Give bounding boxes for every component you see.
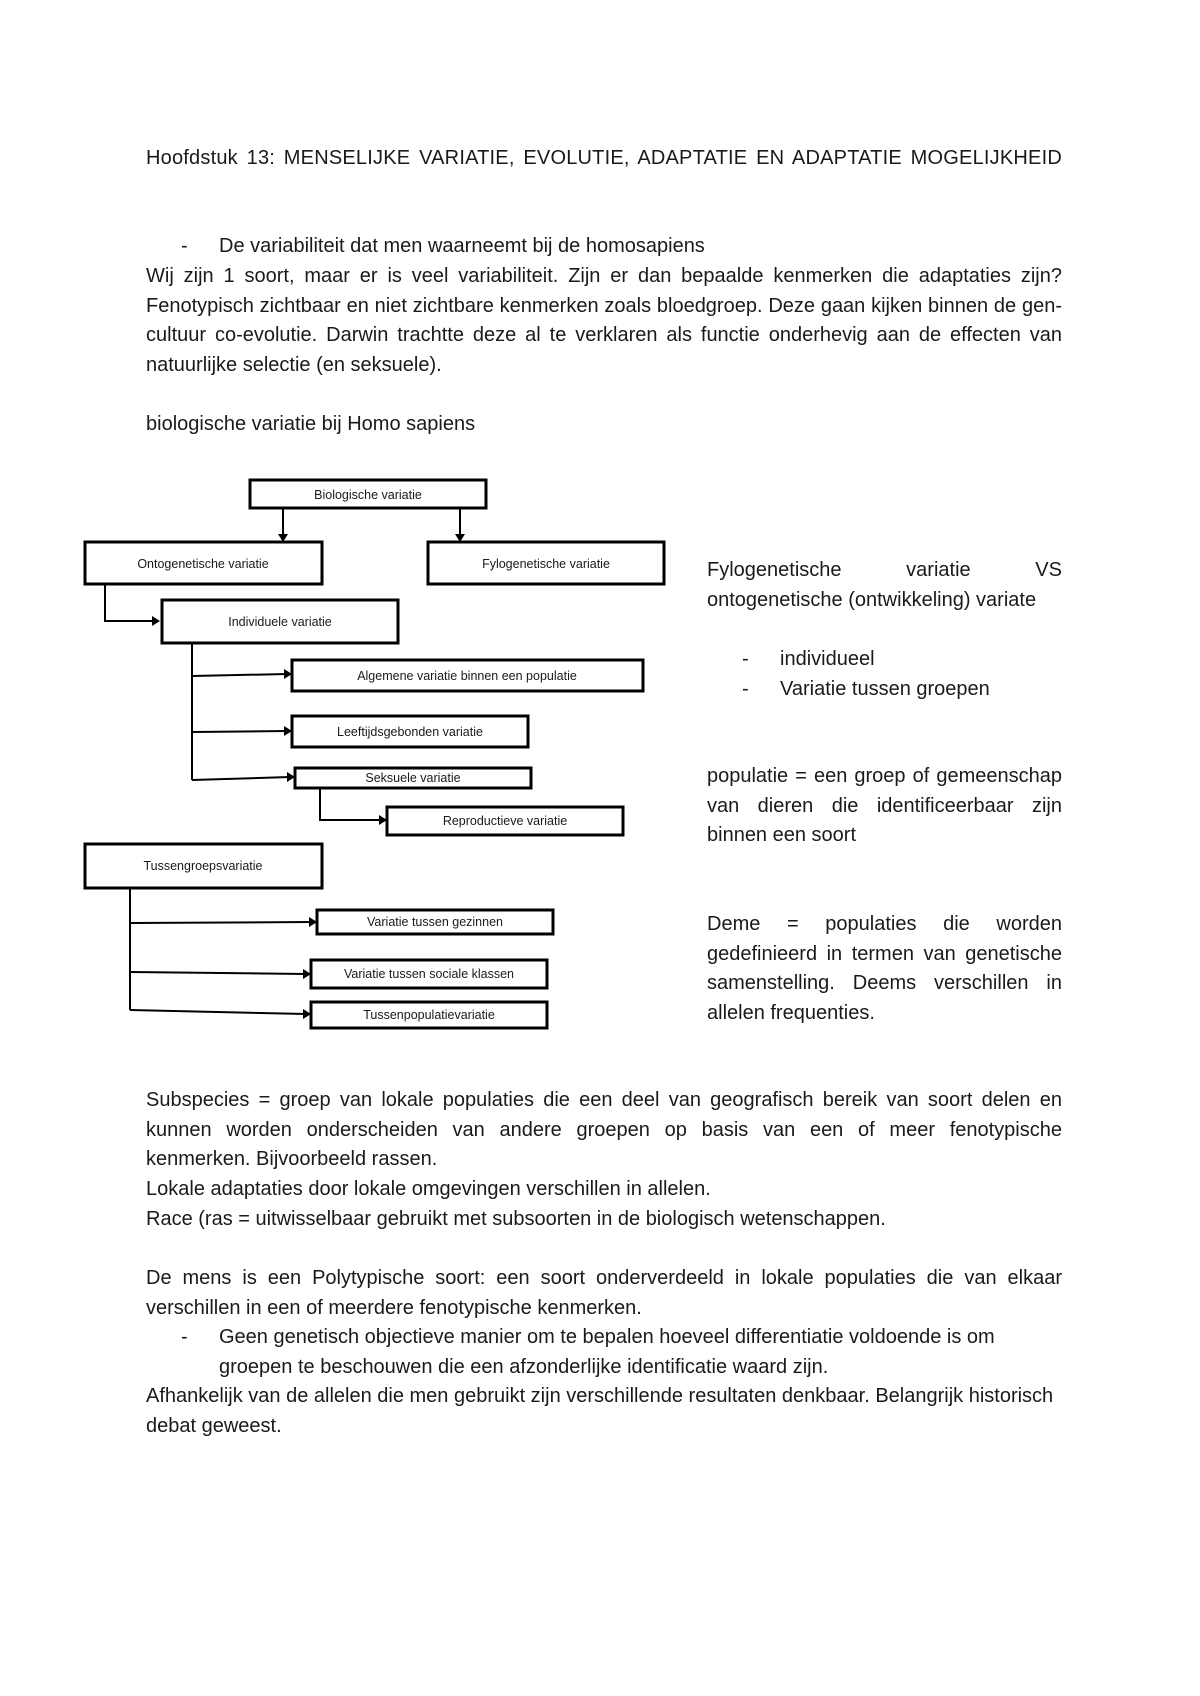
box-onto: [85, 542, 322, 584]
box-leeftijd: [292, 716, 528, 747]
polytypisch-bullet-text: Geen genetisch objectieve manier om te bepalen hoeveel differentiatie voldoende is om groepen te beschouwen die een afzonderlijke identificatie waard zijn.: [219, 1326, 995, 1378]
box-klassen-label: Variatie tussen sociale klassen: [344, 967, 514, 981]
local-adaptations: Lokale adaptaties door lokale omgevingen verschillen in allelen.: [146, 1178, 711, 1200]
box-individueel-label: Individuele variatie: [228, 615, 332, 629]
note-populatie: populatie = een groep of gemeenschap van dieren die identificeerbaar zijn binnen een soort: [707, 765, 1062, 846]
box-klassen: [311, 960, 547, 988]
box-seksueel: [295, 768, 531, 788]
connector-populatie: [130, 1010, 306, 1014]
intro-bullet-text: De variabiliteit dat men waarneemt bij de homosapiens: [219, 235, 705, 257]
note-deme: Deme = populaties die worden gedefinieerd in termen van genetische samenstelling. Deems verschillen in allelen frequenties.: [707, 913, 1062, 1024]
note-fylo-vs-onto: Fylogenetische variatie VS ontogenetische (ontwikkeling) variate: [707, 559, 1062, 611]
box-populatie: [311, 1002, 547, 1028]
box-algemeen-label: Algemene variatie binnen een populatie: [357, 669, 577, 683]
box-seksueel-label: Seksuele variatie: [365, 771, 461, 785]
connector-seksueel-reproductief: [320, 788, 382, 820]
bullet-dash: -: [742, 648, 749, 670]
box-gezinnen: [317, 910, 553, 934]
variation-diagram: [80, 478, 670, 1038]
box-fylo: [428, 542, 664, 584]
box-populatie-label: Tussenpopulatievariatie: [363, 1008, 495, 1022]
note-bullet-1-text: individueel: [780, 648, 875, 670]
box-tussengroep-label: Tussengroepsvariatie: [143, 859, 263, 873]
box-fylo-label: Fylogenetische variatie: [482, 557, 610, 571]
connector-gezinnen: [130, 922, 312, 923]
section-title: biologische variatie bij Homo sapiens: [146, 413, 476, 435]
subspecies-definition: Subspecies = groep van lokale populaties die een deel van geografisch bereik van soort delen en kunnen worden onderscheiden van andere groepen op basis van een of meer fenotypische kenmerken. Bijvoorbeeld rassen.: [146, 1089, 1062, 1170]
box-onto-label: Ontogenetische variatie: [137, 557, 269, 571]
bullet-dash: -: [181, 1326, 188, 1348]
connector-klassen: [130, 972, 306, 974]
bullet-dash: -: [181, 235, 188, 257]
box-algemeen: [292, 660, 643, 691]
box-reproductief: [387, 807, 623, 835]
polytypisch-paragraph: De mens is een Polytypische soort: een soort onderverdeeld in lokale populaties die van elkaar verschillen in een of meerdere fenotypische kenmerken.: [146, 1267, 1062, 1319]
connector-algemeen: [192, 674, 287, 676]
box-tussengroep: [85, 844, 322, 888]
intro-paragraph: Wij zijn 1 soort, maar er is veel variabiliteit. Zijn er dan bepaalde kenmerken die adaptaties zijn? Fenotypisch zichtbaar en niet zichtbare kenmerken zoals bloedgroep. Deze gaan kijken binnen de gen-cultuur co-evolutie. Darwin trachtte deze al te verklaren als functie onderhevig aan de effecten van natuurlijke selectie (en seksuele).: [146, 265, 1062, 376]
arrow-head: [152, 616, 160, 626]
closing-paragraph: Afhankelijk van de allelen die men gebruikt zijn verschillende resultaten denkbaar. Belangrijk historisch debat geweest.: [146, 1385, 1054, 1437]
box-reproductief-label: Reproductieve variatie: [442, 814, 568, 828]
note-bullet-2-text: Variatie tussen groepen: [780, 678, 990, 700]
connector-leeftijd: [192, 731, 287, 732]
connector-onto-individueel: [105, 584, 155, 621]
box-root-label: Biologische variatie: [314, 488, 422, 502]
connector-seksueel: [192, 777, 290, 780]
race-note: Race (ras = uitwisselbaar gebruikt met subsoorten in de biologisch wetenschappen.: [146, 1208, 886, 1230]
box-leeftijd-label: Leeftijdsgebonden variatie: [337, 725, 483, 739]
chapter-heading: Hoofdstuk 13: MENSELIJKE VARIATIE, EVOLUTIE, ADAPTATIE EN ADAPTATIE MOGELIJKHEID: [146, 147, 1062, 169]
bullet-dash: -: [742, 678, 749, 700]
box-individueel: [162, 600, 398, 643]
box-root: [250, 480, 486, 508]
box-gezinnen-label: Variatie tussen gezinnen: [367, 915, 503, 929]
